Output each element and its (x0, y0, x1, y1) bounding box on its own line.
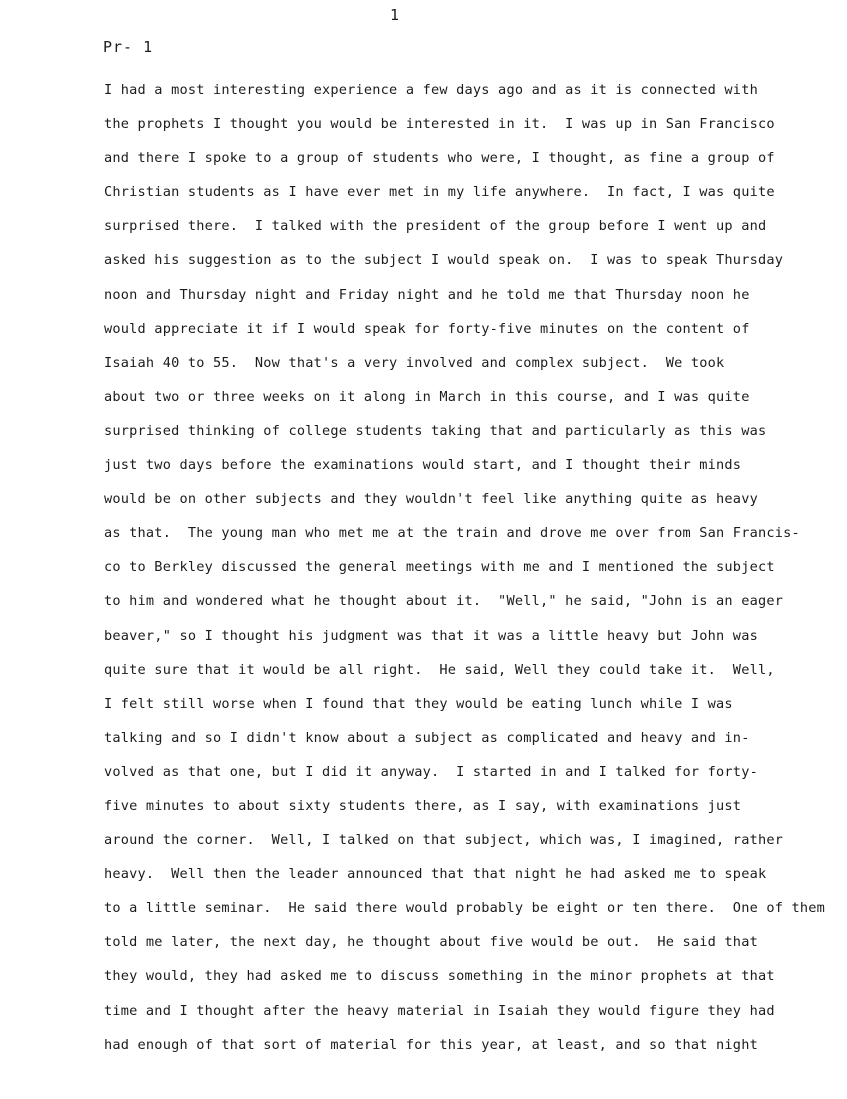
text-line: as that. The young man who met me at the train and drove me over from San Francis- (104, 525, 800, 542)
text-line: I had a most interesting experience a few days ago and as it is connected with (104, 82, 758, 98)
text-line: five minutes to about sixty students there, as I say, with examinations just (104, 797, 742, 814)
text-line: to him and wondered what he thought about it. "Well," he said, "John is an eager (104, 593, 784, 610)
text-line: surprised thinking of college students taking that and particularly as this was (104, 422, 767, 439)
text-line: Isaiah 40 to 55. Now that's a very involved and complex subject. We took (104, 354, 725, 371)
text-line: talking and so I didn't know about a subject as complicated and heavy and in- (104, 729, 750, 746)
body-text (104, 80, 844, 1069)
text-line: to a little seminar. He said there would probably be eight or ten there. One of them (104, 900, 826, 917)
text-line: about two or three weeks on it along in March in this course, and I was quite (104, 388, 750, 405)
text-line: just two days before the examinations would start, and I thought their minds (104, 457, 742, 474)
text-line: Christian students as I have ever met in my life anywhere. In fact, I was quite (104, 184, 775, 201)
page-number: 1 (390, 6, 400, 24)
text-line: time and I thought after the heavy material in Isaiah they would figure they had (104, 1002, 775, 1019)
text-line: co to Berkley discussed the general meetings with me and I mentioned the subject (104, 559, 775, 576)
text-line: they would, they had asked me to discuss something in the minor prophets at that (104, 968, 775, 985)
text-line: beaver," so I thought his judgment was that it was a little heavy but John was (104, 627, 758, 644)
text-line: had enough of that sort of material for this year, at least, and so that night (104, 1036, 758, 1053)
text-line: would be on other subjects and they wouldn't feel like anything quite as heavy (104, 491, 758, 508)
text-line: the prophets I thought you would be interested in it. I was up in San Francisco (104, 116, 775, 133)
text-line: noon and Thursday night and Friday night and he told me that Thursday noon he (104, 286, 750, 303)
text-line: would appreciate it if I would speak for forty-five minutes on the content of (104, 320, 750, 337)
text-line: around the corner. Well, I talked on that subject, which was, I imagined, rather (104, 832, 784, 849)
text-line: volved as that one, but I did it anyway. I started in and I talked for forty- (104, 763, 758, 780)
text-line: surprised there. I talked with the president of the group before I went up and (104, 218, 767, 235)
text-line: quite sure that it would be all right. He said, Well they could take it. Well, (104, 661, 775, 678)
text-line: I felt still worse when I found that they would be eating lunch while I was (104, 695, 733, 712)
section-label: Pr- 1 (103, 38, 154, 56)
text-line: asked his suggestion as to the subject I would speak on. I was to speak Thursday (104, 252, 784, 269)
text-line: and there I spoke to a group of students who were, I thought, as fine a group of (104, 150, 775, 167)
text-line: told me later, the next day, he thought about five would be out. He said that (104, 934, 758, 951)
text-line: heavy. Well then the leader announced that that night he had asked me to speak (104, 866, 767, 883)
